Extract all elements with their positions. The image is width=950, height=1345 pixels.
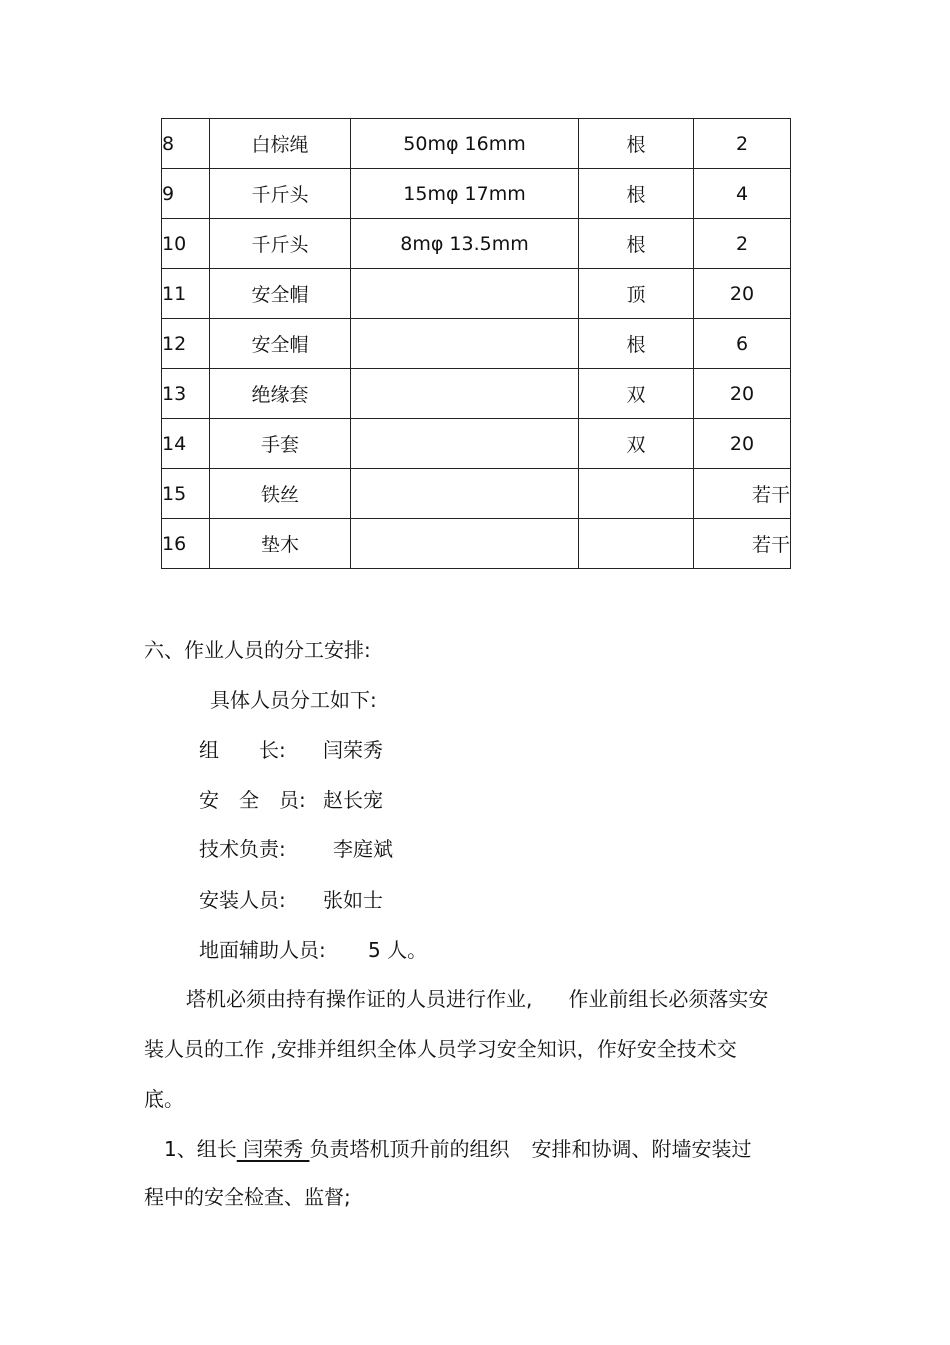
role-value-leader: 闫荣秀 — [323, 738, 383, 762]
cell-unit — [579, 519, 694, 569]
table-row — [162, 169, 791, 219]
item-1-prefix: 1、组长 — [164, 1137, 237, 1161]
cell-name: 白棕绳 — [210, 119, 351, 169]
cell-spec — [351, 519, 579, 569]
cell-unit: 顶 — [579, 269, 694, 319]
cell-name: 安全帽 — [210, 319, 351, 369]
cell-spec — [351, 269, 579, 319]
cell-unit: 根 — [579, 319, 694, 369]
role-label-tech: 技术负责: — [199, 837, 286, 861]
cell-no: 12 — [162, 319, 210, 369]
cell-qty: 2 — [694, 119, 791, 169]
cell-qty: 6 — [694, 319, 791, 369]
cell-no: 15 — [162, 469, 210, 519]
paragraph-line-2: 装人员的工作 ,安排并组织全体人员学习安全知识，作好安全技术交 — [144, 1037, 737, 1061]
role-label-leader: 组 长: — [199, 738, 286, 762]
role-value-install: 张如士 — [323, 888, 383, 912]
cell-spec — [351, 469, 579, 519]
cell-unit: 根 — [579, 169, 694, 219]
role-value-safety: 赵长宠 — [323, 788, 383, 812]
cell-no: 10 — [162, 219, 210, 269]
table-row — [162, 369, 791, 419]
cell-qty: 4 — [694, 169, 791, 219]
paragraph-line-1 — [186, 985, 768, 1013]
table-row — [162, 119, 791, 169]
cell-qty: 20 — [694, 269, 791, 319]
table-row — [162, 519, 791, 569]
item-1-line-1 — [164, 1135, 751, 1163]
cell-spec — [351, 369, 579, 419]
cell-spec — [351, 319, 579, 369]
cell-unit — [579, 469, 694, 519]
item-1-mid: 负责塔机顶升前的组织 — [309, 1137, 510, 1161]
paragraph-line-1a: 塔机必须由持有操作证的人员进行作业, — [186, 987, 533, 1011]
cell-name: 垫木 — [210, 519, 351, 569]
cell-no: 9 — [162, 169, 210, 219]
paragraph-line-1b: 作业前组长必须落实安 — [568, 987, 769, 1011]
role-value-tech: 李庭斌 — [333, 837, 393, 861]
cell-name: 千斤头 — [210, 219, 351, 269]
materials-table — [161, 118, 791, 569]
cell-no: 14 — [162, 419, 210, 469]
cell-spec — [351, 419, 579, 469]
item-1-name: 闫荣秀 — [236, 1137, 310, 1161]
paragraph-line-3: 底。 — [144, 1087, 184, 1111]
cell-qty: 20 — [694, 369, 791, 419]
cell-unit: 双 — [579, 369, 694, 419]
cell-no: 16 — [162, 519, 210, 569]
item-1-rest: 安排和协调、附墙安装过 — [531, 1137, 752, 1161]
cell-unit: 根 — [579, 219, 694, 269]
cell-no: 8 — [162, 119, 210, 169]
table-row — [162, 419, 791, 469]
cell-unit: 根 — [579, 119, 694, 169]
item-1-line-2: 程中的安全检查、监督; — [144, 1185, 351, 1209]
cell-name: 手套 — [210, 419, 351, 469]
cell-name: 安全帽 — [210, 269, 351, 319]
table-row — [162, 219, 791, 269]
cell-qty: 若干 — [694, 519, 791, 569]
role-label-ground: 地面辅助人员: — [199, 938, 326, 962]
cell-spec: 8mφ 13.5mm — [351, 219, 579, 269]
role-label-install: 安装人员: — [199, 888, 286, 912]
cell-no: 11 — [162, 269, 210, 319]
section-intro: 具体人员分工如下: — [210, 688, 377, 712]
role-value-ground: 5 人。 — [368, 938, 428, 962]
cell-no: 13 — [162, 369, 210, 419]
cell-name: 铁丝 — [210, 469, 351, 519]
materials-table-body — [162, 119, 791, 569]
cell-name: 绝缘套 — [210, 369, 351, 419]
table-row — [162, 269, 791, 319]
cell-spec: 15mφ 17mm — [351, 169, 579, 219]
cell-qty: 2 — [694, 219, 791, 269]
section-heading: 六、作业人员的分工安排: — [144, 638, 371, 662]
cell-qty: 20 — [694, 419, 791, 469]
cell-name: 千斤头 — [210, 169, 351, 219]
cell-qty: 若干 — [694, 469, 791, 519]
cell-spec: 50mφ 16mm — [351, 119, 579, 169]
cell-unit: 双 — [579, 419, 694, 469]
table-row — [162, 469, 791, 519]
table-row — [162, 319, 791, 369]
role-label-safety: 安 全 员: — [199, 788, 306, 812]
